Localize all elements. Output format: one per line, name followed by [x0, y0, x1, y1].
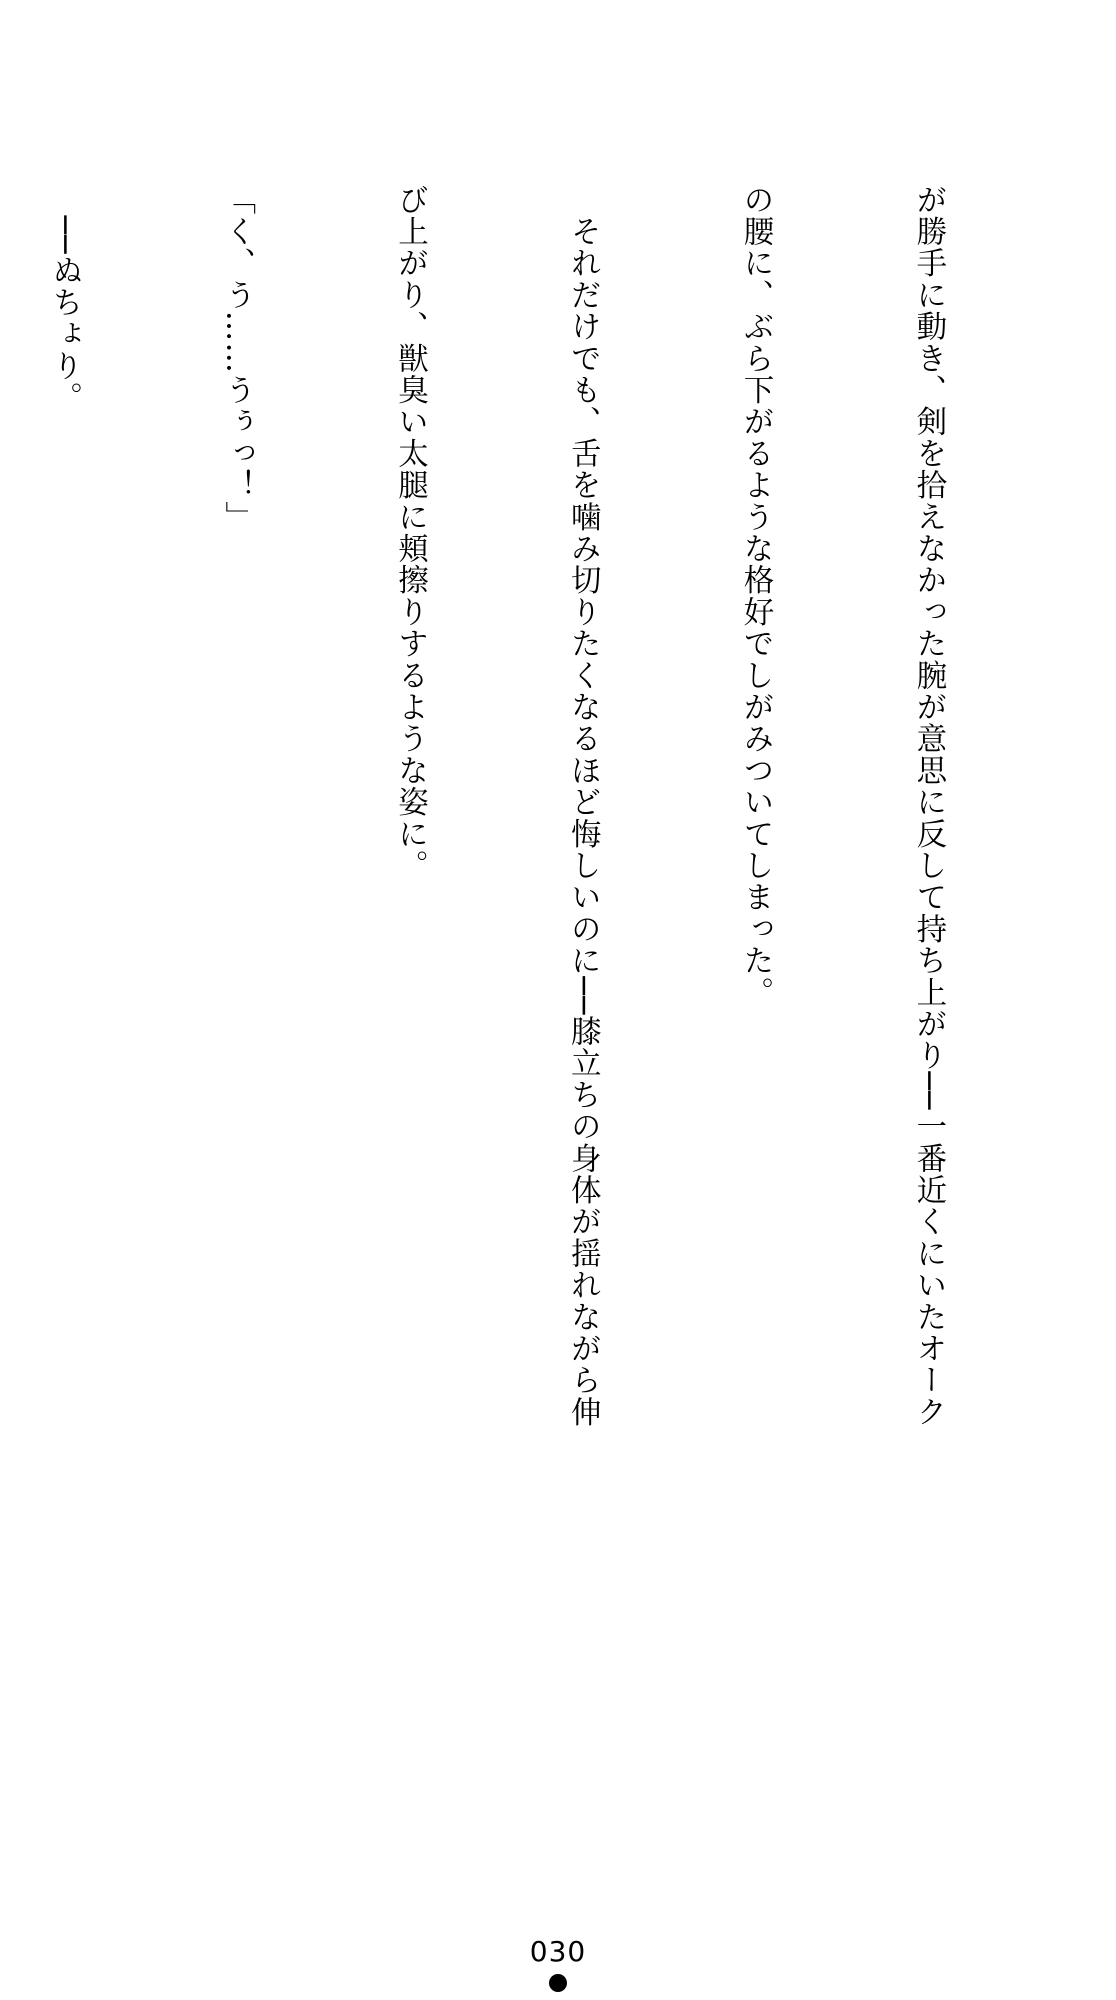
page-number: 030 [529, 1935, 587, 1968]
text-line: び上がり、獣臭い太腿に頬擦りするような姿に。 [392, 184, 428, 882]
text-line: それだけでも、舌を噛み切りたくなるほど悔しいのに──膝立ちの身体が揺れながら伸 [565, 184, 601, 1428]
text-line: の腰に、ぶら下がるような格好でしがみついてしまった。 [738, 184, 774, 1009]
text-line: 「く、う……うぅっ！」 [219, 184, 255, 533]
text-line: ──ぬちょり。 [46, 184, 82, 414]
vertical-text-body [0, 184, 1072, 1684]
page-marker-dot [549, 1974, 567, 1992]
text-line: が勝手に動き、剣を拾えなかった腕が意思に反して持ち上がり──一番近くにいたオーク [910, 184, 946, 1428]
